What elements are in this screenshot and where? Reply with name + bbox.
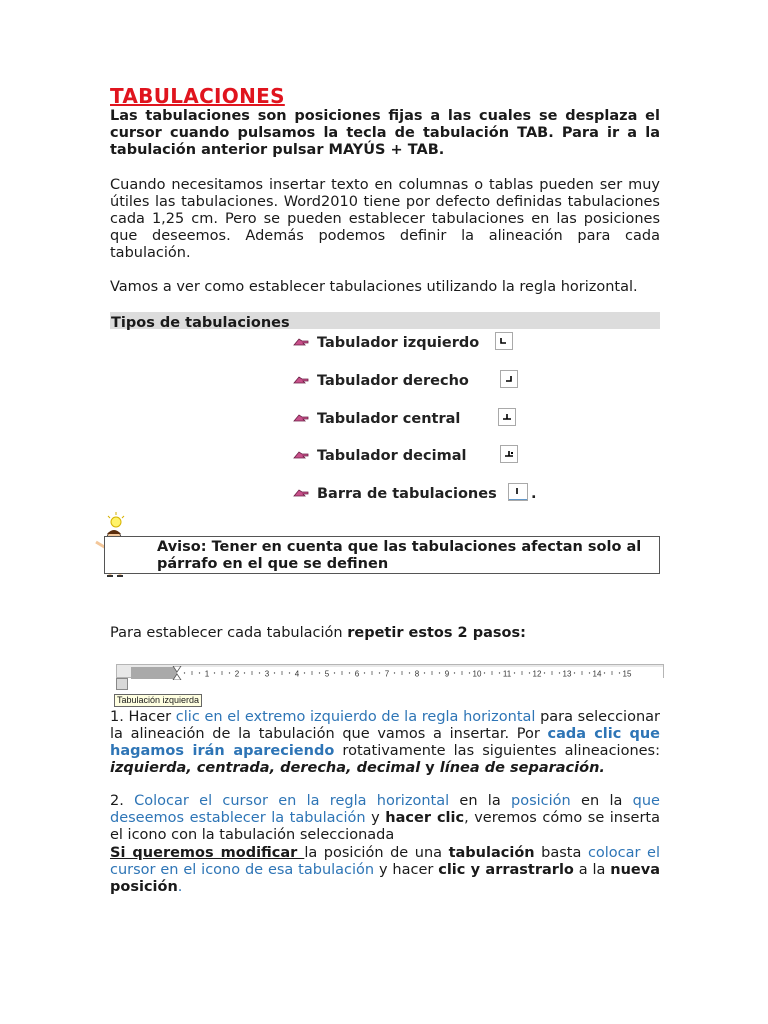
notice-box bbox=[104, 536, 660, 574]
step-text: y bbox=[365, 810, 386, 826]
ruler-dot bbox=[349, 672, 350, 673]
step-text: 1. Hacer bbox=[110, 709, 176, 725]
ruler-number: 10 bbox=[472, 669, 482, 679]
step-1-paragraph bbox=[110, 709, 660, 777]
ruler-dot bbox=[289, 672, 290, 673]
ruler-number: 4 bbox=[294, 669, 300, 679]
list-item bbox=[293, 408, 553, 432]
step-underline: Si queremos modificar bbox=[110, 845, 305, 861]
step-bold: tabulación bbox=[448, 845, 535, 861]
paragraph-2: Cuando necesitamos insertar texto en columnas o tablas pueden ser muy útiles las tabulaciones. Word2010 tiene por defecto definidas tabulaciones cada 1,25 cm. Pero se pueden establecer tabulaciones en las posiciones que deseemos. Además podemos definir la alineación para cada tabulación. bbox=[110, 177, 660, 261]
ruler-dot bbox=[214, 672, 215, 673]
ruler-dot bbox=[454, 672, 455, 673]
ruler-dot bbox=[514, 672, 515, 673]
step-highlight: cada clic que hagamos irán apareciendo bbox=[110, 726, 660, 759]
ruler-dot bbox=[499, 672, 500, 673]
intro-text-rest: la tabulación anterior pulsar MAYÚS + TAB. bbox=[110, 125, 660, 158]
ruler-dot bbox=[229, 672, 230, 673]
tab-selector-button[interactable] bbox=[116, 678, 128, 690]
step-text: y hacer bbox=[374, 862, 439, 878]
ruler-dot bbox=[244, 672, 245, 673]
tab-type-suffix: . bbox=[531, 486, 537, 502]
step-highlight: posición bbox=[511, 793, 571, 809]
ruler-dot bbox=[574, 672, 575, 673]
ruler-bar[interactable] bbox=[116, 664, 664, 678]
step-text: , veremos cómo se inserta el icono con la tabulación seleccionada bbox=[110, 810, 660, 843]
section-heading: Tipos de tabulaciones bbox=[111, 315, 290, 331]
ruler-dot bbox=[364, 672, 365, 673]
horizontal-ruler[interactable] bbox=[116, 664, 664, 705]
list-item bbox=[293, 370, 553, 394]
step-2-paragraph bbox=[110, 793, 660, 844]
step-text: basta bbox=[534, 845, 588, 861]
ruler-dot bbox=[184, 672, 185, 673]
center-tab-icon bbox=[498, 408, 516, 426]
step-highlight: colocar el cursor en el icono de esa tabulación bbox=[110, 845, 661, 878]
ruler-dot bbox=[484, 672, 485, 673]
ruler-number: 14 bbox=[592, 669, 602, 679]
ruler-ticks bbox=[117, 666, 665, 680]
step-bold: nueva posición bbox=[110, 862, 660, 895]
ruler-number: 7 bbox=[384, 669, 390, 679]
tab-type-label: Tabulador decimal bbox=[317, 448, 467, 464]
step-text: rotativamente las siguientes alineaciones: bbox=[334, 743, 660, 759]
list-item bbox=[293, 483, 553, 507]
pointing-hand-icon bbox=[293, 375, 309, 385]
ruler-margin-area bbox=[131, 667, 177, 679]
ruler-dot bbox=[409, 672, 410, 673]
step-text: . bbox=[177, 879, 183, 895]
ruler-number: 5 bbox=[324, 669, 330, 679]
list-item bbox=[293, 332, 553, 356]
ruler-number: 3 bbox=[264, 669, 270, 679]
list-item bbox=[293, 445, 553, 469]
ruler-dot bbox=[394, 672, 395, 673]
step-3-paragraph bbox=[110, 845, 660, 896]
ruler-number: 12 bbox=[532, 669, 542, 679]
step-text: a la bbox=[573, 862, 611, 878]
pointing-hand-icon bbox=[293, 413, 309, 423]
ruler-number: 6 bbox=[354, 669, 360, 679]
step-text: en la bbox=[570, 793, 633, 809]
tab-type-label: Tabulador derecho bbox=[317, 373, 469, 389]
tab-type-label: Barra de tabulaciones bbox=[317, 486, 497, 502]
ruler-number: 8 bbox=[414, 669, 420, 679]
steps-intro-bold: repetir estos 2 pasos: bbox=[347, 625, 526, 641]
pointing-hand-icon bbox=[293, 337, 309, 347]
pointing-hand-icon bbox=[293, 488, 309, 498]
step-highlight: clic en el extremo izquierdo de la regla horizontal bbox=[175, 709, 536, 725]
page-title: TABULACIONES bbox=[110, 84, 285, 108]
step-highlight: Colocar el cursor en la regla horizontal bbox=[134, 793, 450, 809]
ruler-number: 2 bbox=[234, 669, 240, 679]
steps-intro bbox=[110, 625, 660, 642]
ruler-dot bbox=[334, 672, 335, 673]
left-tab-icon bbox=[495, 332, 513, 350]
ruler-dot bbox=[559, 672, 560, 673]
ruler-dot bbox=[544, 672, 545, 673]
ruler-dot bbox=[529, 672, 530, 673]
step-highlight: que deseemos establecer la tabulación bbox=[110, 793, 660, 826]
intro-paragraph bbox=[110, 108, 660, 159]
notice-text: Aviso: Tener en cuenta que las tabulaciones afectan solo al párrafo en el que se definen bbox=[157, 539, 642, 572]
pointing-hand-icon bbox=[293, 450, 309, 460]
right-tab-icon bbox=[500, 370, 518, 388]
section-heading-bar bbox=[110, 312, 660, 329]
ruler-number: 13 bbox=[562, 669, 572, 679]
step-emphasis: izquierda, centrada, derecha, decimal bbox=[110, 760, 421, 776]
ruler-number: 1 bbox=[204, 669, 210, 679]
steps-intro-text: Para establecer cada tabulación bbox=[110, 625, 348, 641]
step-text: en la bbox=[449, 793, 512, 809]
step-emphasis: línea de separación. bbox=[439, 760, 605, 776]
step-text: para seleccionar la alineación de la tabulación que vamos a insertar. Por bbox=[110, 709, 660, 742]
decimal-tab-icon bbox=[500, 445, 518, 463]
ruler-dot bbox=[319, 672, 320, 673]
step-text: 2. bbox=[110, 793, 135, 809]
ruler-dot bbox=[439, 672, 440, 673]
ruler-number: 15 bbox=[622, 669, 632, 679]
step-bold: clic y arrastrarlo bbox=[438, 862, 574, 878]
ruler-dot bbox=[604, 672, 605, 673]
ruler-number: 9 bbox=[444, 669, 450, 679]
step-text: y bbox=[420, 760, 440, 776]
ruler-dot bbox=[304, 672, 305, 673]
bar-tab-icon bbox=[508, 483, 528, 501]
ruler-number: 11 bbox=[502, 669, 512, 679]
ruler-dot bbox=[199, 672, 200, 673]
intro-text: Las tabulaciones son posiciones fijas a las cuales se desplaza el cursor cuando pulsamos la tecla de tabulación TAB. Para ir a bbox=[110, 108, 660, 141]
ruler-dot bbox=[259, 672, 260, 673]
ruler-dot bbox=[424, 672, 425, 673]
step-bold: hacer clic bbox=[385, 810, 465, 826]
ruler-dot bbox=[469, 672, 470, 673]
step-text: la posición de una bbox=[304, 845, 449, 861]
ruler-dot bbox=[589, 672, 590, 673]
tab-type-label: Tabulador central bbox=[317, 411, 461, 427]
ruler-dot bbox=[379, 672, 380, 673]
ruler-dot bbox=[274, 672, 275, 673]
ruler-dot bbox=[619, 672, 620, 673]
tab-type-label: Tabulador izquierdo bbox=[317, 335, 480, 351]
paragraph-3: Vamos a ver como establecer tabulaciones utilizando la regla horizontal. bbox=[110, 279, 638, 295]
ruler-tooltip: Tabulación izquierda bbox=[114, 694, 202, 707]
